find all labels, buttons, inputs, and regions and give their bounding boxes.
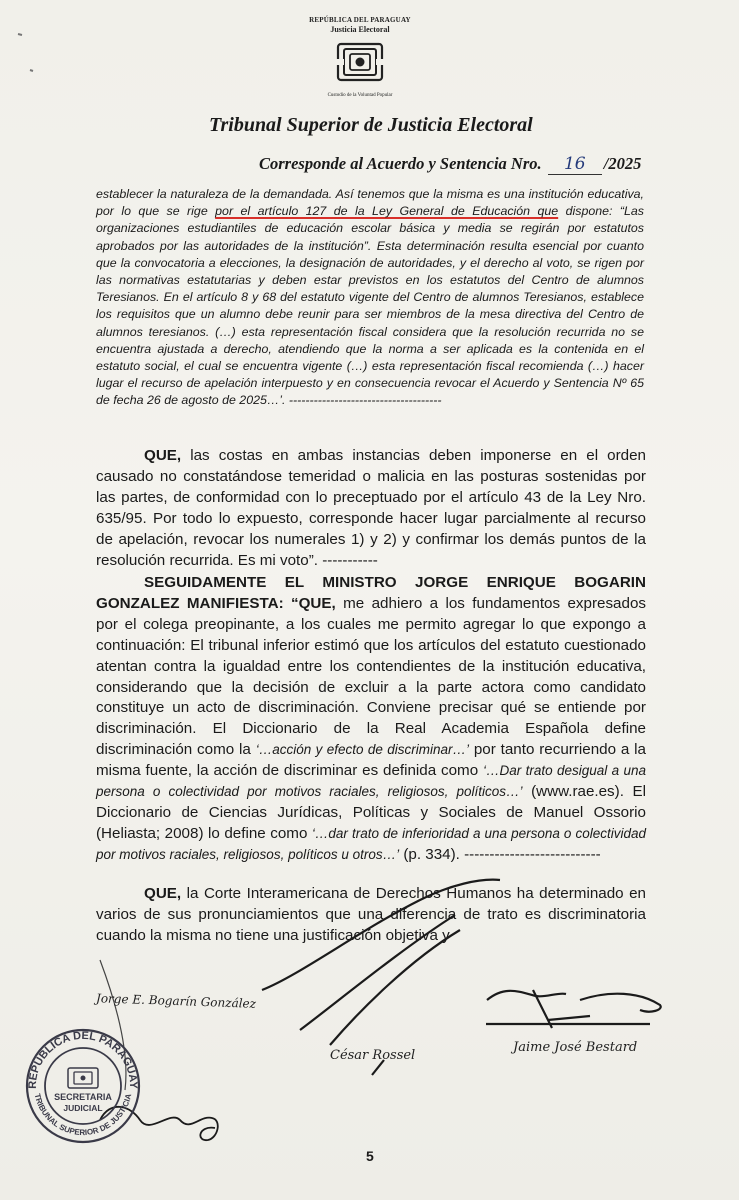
agreement-number: 16 — [548, 154, 602, 175]
minister-text-4: (p. 334). --------------------------- — [399, 845, 601, 863]
inter-american-paragraph — [96, 884, 646, 947]
stamp-inner-line1: SECRETARIA — [54, 1092, 112, 1102]
prosecutor-quote-paragraph — [96, 186, 644, 410]
bestard-signature-stroke — [486, 990, 661, 1028]
agreement-reference — [259, 154, 641, 175]
ossorio-quote: ‘…dar trato de inferioridad a una persona o colectividad por motivos raciales, religiosos, políticos u otros…’ — [96, 825, 646, 862]
stamp-inner-line2: JUDICIAL — [63, 1103, 103, 1113]
stamp-outer-text: REPÚBLICA DEL PARAGUAY — [26, 1029, 140, 1089]
bestard-signature: Jaime José Bestard — [513, 1040, 638, 1055]
tribunal-title: Tribunal Superior de Justicia Electoral — [209, 114, 533, 136]
costs-lead: QUE, — [144, 447, 182, 464]
costs-paragraph — [96, 446, 646, 571]
inter-american-lead: QUE, — [144, 885, 182, 902]
minister-text-2: por tanto recurriendo a la misma fuente, la acción de discriminar es definida como — [96, 741, 647, 780]
rossel-signature: César Rossel — [330, 1048, 416, 1063]
costs-text: las costas en ambas instancias deben imponerse en el orden causado no constatándose temeridad o malicia en las posturas sostenidas por las partes, de conformidad con lo preceptuado por el artículo 43 de la Ley Nro. 635/95. Por todo lo expuesto, corresponde hacer lugar parcialmente al recurso de apelación, revocar los numerales 1) y 2) y confirmar los demás puntos de la resolución recurrida. Es mi voto”. ----------- — [96, 447, 646, 569]
minister-text-1: me adhiero a los fundamentos expresados por el colega preopinante, a los cuales me permito agregar lo que expongo a continuación: El tribunal inferior estimó que los artículos del estatuto cuestionado atentan contra la igualdad entre los contendientes de la institución educativa, considerando que la decisión de excluir a la parte actora como candidato constituye un acto de discriminación. Conviene precisar qué se entiende por discriminación. El Diccionario de la Real Academia Española define discriminación como la — [96, 594, 646, 759]
minister-text-3: (www.rae.es). El Diccionario de Ciencias Jurídicas, Políticas y Sociales de Manuel Ossorio (Heliasta; 2008) lo define como — [96, 783, 646, 842]
agreement-year: /2025 — [603, 154, 642, 173]
rae-quote-1: ‘…acción y efecto de discriminar…’ — [255, 742, 469, 758]
minister-lead: SEGUIDAMENTE EL MINISTRO JORGE ENRIQUE BOGARIN GONZALEZ MANIFIESTA: “QUE, — [96, 574, 646, 612]
stamp-emblem-icon — [68, 1068, 98, 1088]
bogarin-signature: Jorge E. Bogarín González — [95, 991, 257, 1011]
institution-label: Justicia Electoral — [330, 25, 390, 34]
document-header — [300, 16, 420, 98]
page-number: 5 — [366, 1148, 374, 1164]
minister-opinion-paragraph — [96, 573, 646, 866]
underlined-law-reference: por el artículo 127 de la Ley General de Educación que — [215, 204, 559, 219]
inter-american-text: la Corte Interamericana de Derechos Humanos ha determinado en varios de sus pronunciamientos que una diferencia de trato es discriminatoria cuando la misma no tiene una justificación objetiva y — [96, 885, 646, 944]
margin-mark-icon — [18, 34, 33, 71]
agreement-prefix: Corresponde al Acuerdo y Sentencia Nro. — [259, 154, 542, 173]
rae-quote-2: ‘…Dar trato desigual a una persona o colectividad por motivos raciales, religiosos, políticos…’ — [96, 763, 646, 800]
republic-label: REPÚBLICA DEL PARAGUAY — [309, 16, 411, 24]
stamp-bottom-text: TRIBUNAL SUPERIOR DE JUSTICIA — [32, 1092, 134, 1138]
institution-motto: Custodio de la Voluntad Popular — [327, 93, 393, 98]
bogarin-signature-stroke — [100, 1107, 218, 1140]
quote-text-end: dispone: “Las organizaciones estudiantiles de educación escolar básica y media se regirán por estatutos aprobados por las autoridades de la institución”. Esta determinación resulta esencial por cuanto que la convocatoria a elecciones, la designación de autoridades, y el derecho al voto, se rigen por las normativas estatutarias y deben estar previstos en los estatutos del Centro de alumnos Teresianos. En el artículo 8 y 68 del estatuto vigente del Centro de alumnos Teresianos, establece los requisitos que un alumno debe reunir para ser miembros de la mesa directiva del Centro de alumnos teresianos. (…) esta representación fiscal considera que la resolución recurrida no se encuentra ajustada a derecho, atendiendo que la norma a ser aplicada es la contenida en el estatuto social, el cual se encuentra vigente (…) esta representación fiscal recomienda (…) hacer lugar el recurso de apelación interpuesto y en consecuencia revocar el Acuerdo y Sentencia Nº 65 de fecha 26 de agosto de 2025…’. ------------------------------------- — [96, 204, 644, 408]
electoral-justice-logo-icon — [335, 38, 385, 86]
secretaria-judicial-stamp — [27, 1030, 139, 1142]
quote-text-start: establecer la naturaleza de la demandada. Así tenemos que la misma es una institución educativa, por lo que se rige — [96, 187, 644, 219]
pen-line-icon — [100, 960, 126, 1090]
